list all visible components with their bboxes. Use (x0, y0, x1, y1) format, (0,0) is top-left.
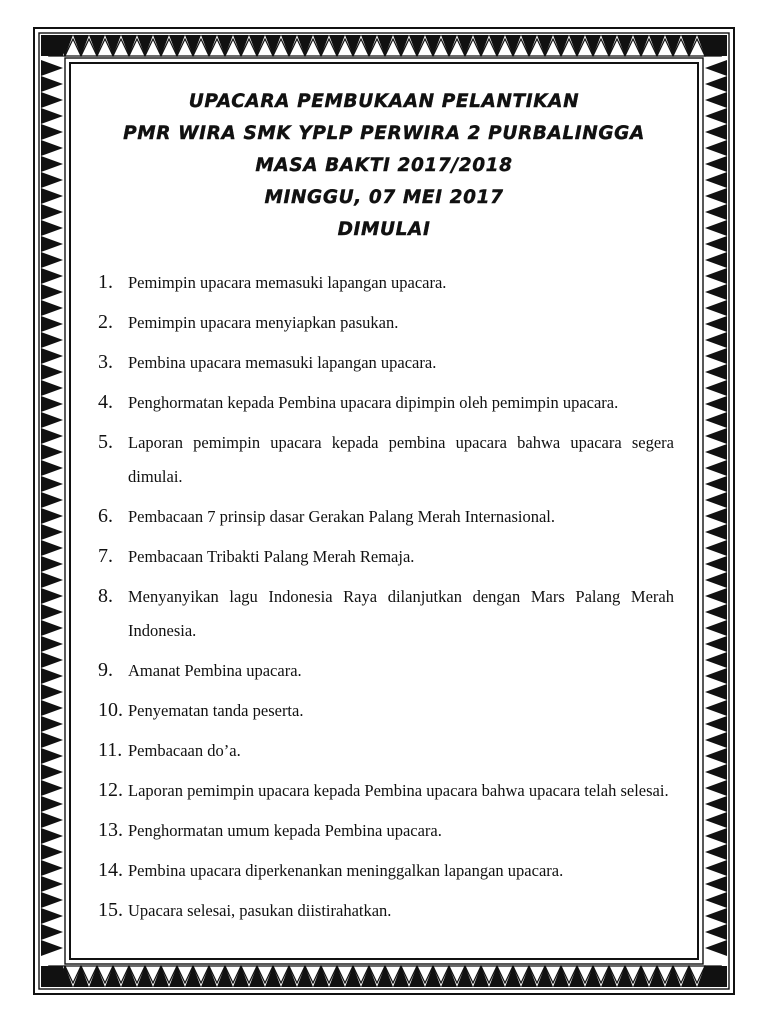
header-date-line: MINGGU, 07 MEI 2017 (264, 187, 504, 208)
item-number: 12. (98, 779, 123, 801)
list-item (98, 774, 674, 808)
list-item (98, 426, 674, 494)
item-text: Penyematan tanda peserta. (128, 701, 304, 720)
item-text: Amanat Pembina upacara. (128, 661, 302, 680)
item-number: 14. (98, 859, 123, 881)
item-number: 6. (98, 505, 113, 527)
header-organization-line: PMR WIRA SMK YPLP PERWIRA 2 PURBALINGGA (123, 123, 645, 144)
list-item (98, 854, 674, 888)
item-number: 11. (98, 739, 123, 761)
item-number: 15. (98, 899, 123, 921)
header-start-line: DIMULAI (337, 219, 431, 240)
item-text: Pembacaan Tribakti Palang Merah Remaja. (128, 547, 415, 566)
item-text: Pembacaan 7 prinsip dasar Gerakan Palang Merah Internasional. (128, 507, 556, 526)
item-number: 2. (98, 311, 113, 333)
item-text: Laporan pemimpin upacara kepada pembina upacara bahwa upacara segera dimulai. (128, 433, 674, 486)
item-text: Laporan pemimpin upacara kepada Pembina upacara bahwa upacara telah selesai. (128, 781, 669, 800)
list-item (98, 654, 674, 688)
item-text: Upacara selesai, pasukan diistirahatkan. (128, 901, 392, 920)
item-text: Penghormatan kepada Pembina upacara dipimpin oleh pemimpin upacara. (128, 393, 619, 412)
list-item (98, 500, 674, 534)
list-item (98, 814, 674, 848)
item-number: 7. (98, 545, 113, 567)
item-number: 9. (98, 659, 113, 681)
item-number: 13. (98, 819, 123, 841)
document-header (80, 86, 688, 246)
item-number: 4. (98, 391, 113, 413)
list-item (98, 266, 674, 300)
item-text: Pemimpin upacara menyiapkan pasukan. (128, 313, 399, 332)
item-text: Penghormatan umum kepada Pembina upacara. (128, 821, 442, 840)
item-text: Pemimpin upacara memasuki lapangan upacara. (128, 273, 447, 292)
ceremony-agenda-list (98, 266, 674, 934)
item-text: Pembacaan do’a. (128, 741, 241, 760)
item-number: 3. (98, 351, 113, 373)
list-item (98, 540, 674, 574)
item-number: 5. (98, 431, 113, 453)
list-item (98, 346, 674, 380)
item-number: 10. (98, 699, 123, 721)
list-item (98, 306, 674, 340)
header-period-line: MASA BAKTI 2017/2018 (255, 155, 513, 176)
header-title-line: UPACARA PEMBUKAAN PELANTIKAN (188, 91, 580, 112)
item-text: Pembina upacara memasuki lapangan upacara. (128, 353, 437, 372)
list-item (98, 734, 674, 768)
item-number: 1. (98, 271, 113, 293)
list-item (98, 580, 674, 648)
item-number: 8. (98, 585, 113, 607)
list-item (98, 386, 674, 420)
list-item (98, 894, 674, 928)
item-text: Menyanyikan lagu Indonesia Raya dilanjutkan dengan Mars Palang Merah Indonesia. (128, 587, 674, 640)
item-text: Pembina upacara diperkenankan meninggalkan lapangan upacara. (128, 861, 564, 880)
list-item (98, 694, 674, 728)
